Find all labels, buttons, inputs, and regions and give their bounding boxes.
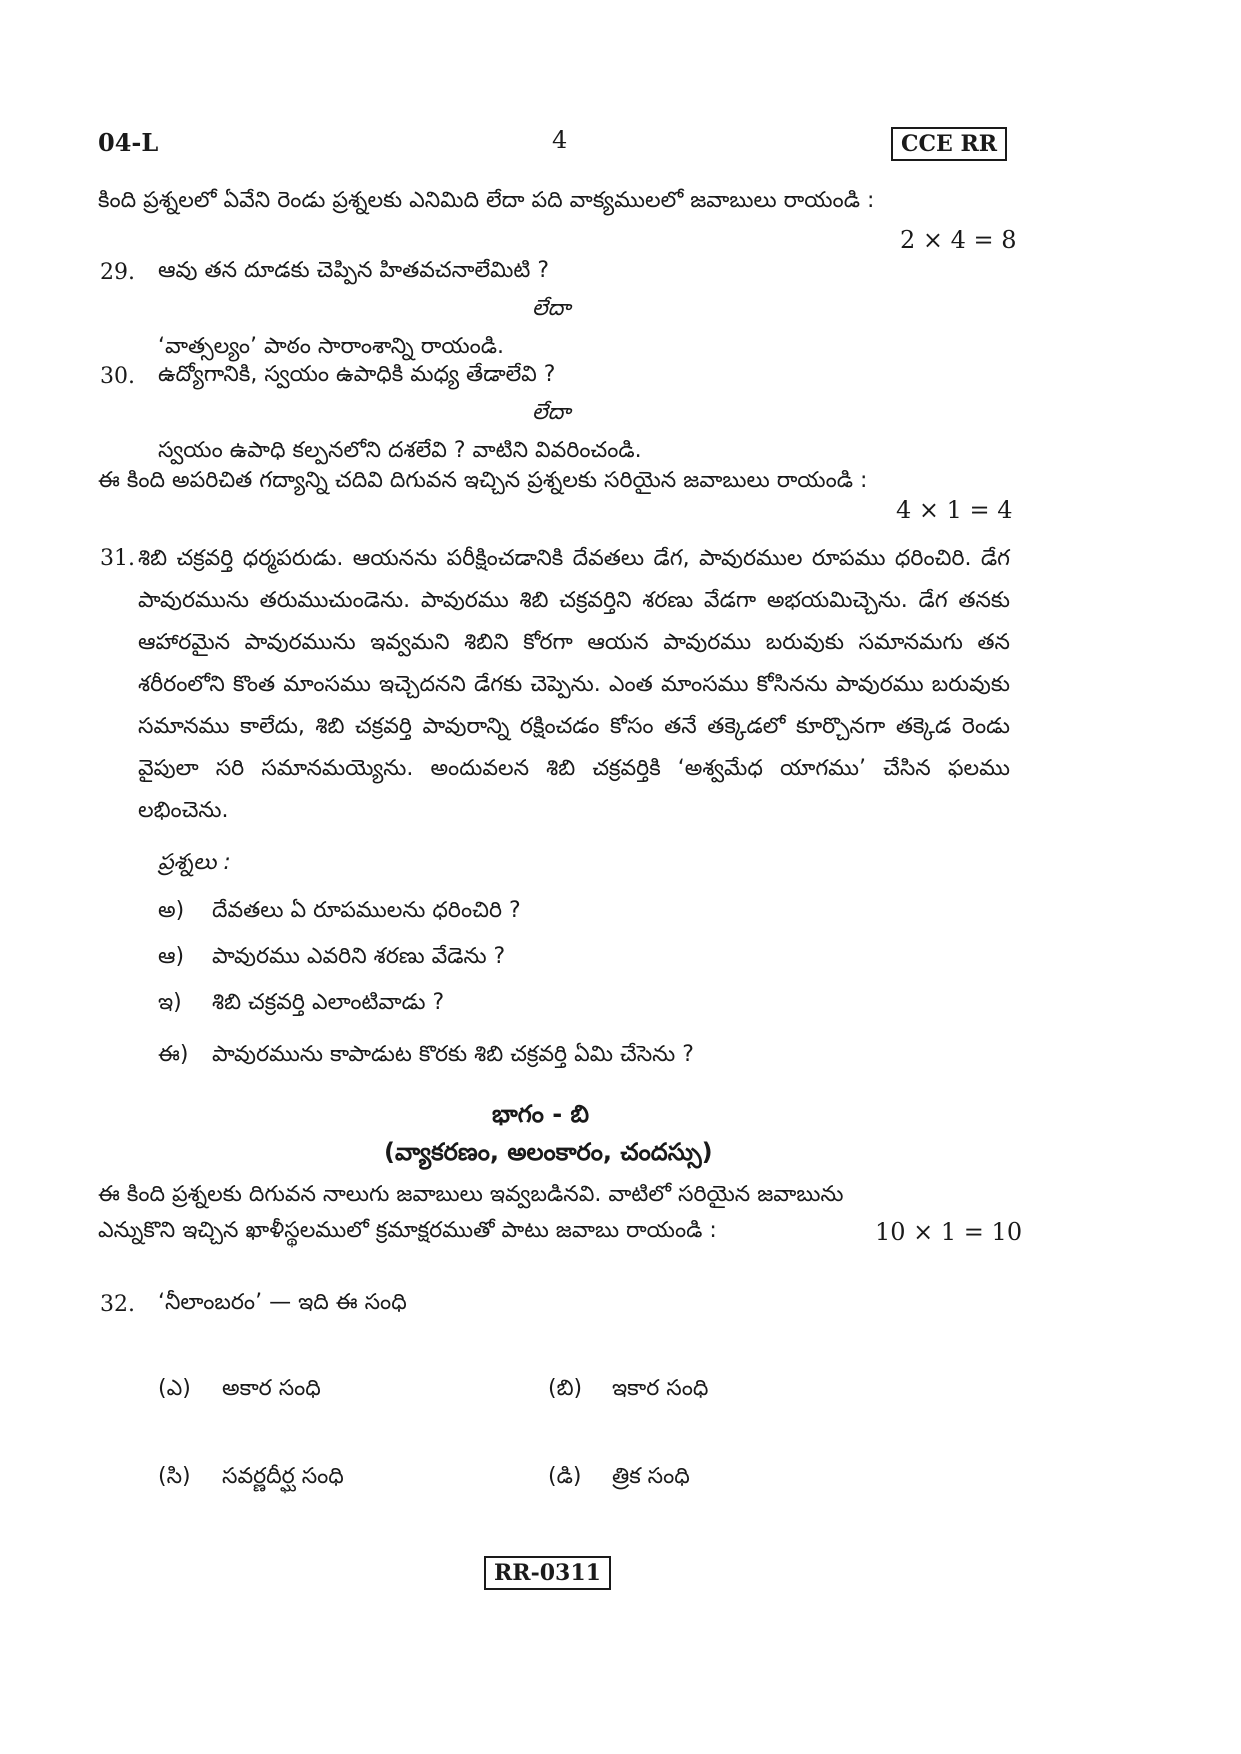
footer-code: RR-0311 bbox=[484, 1556, 611, 1590]
q30-alternative: స్వయం ఉపాధి కల్పనలోని దశలేవి ? వాటిని వివరించండి. bbox=[158, 438, 642, 463]
sub-question-text: పావురము ఎవరిని శరణు వేడెను ? bbox=[212, 944, 506, 969]
part-b-title: భాగం - బి bbox=[492, 1100, 590, 1128]
q30-text: ఉద్యోగానికి, స్వయం ఉపాధికి మధ్య తేడాలేవి ? bbox=[158, 362, 556, 387]
option-c-marker: (సి) bbox=[158, 1464, 191, 1489]
paper-code: 04-L bbox=[98, 128, 159, 157]
option-d-marker: (డి) bbox=[548, 1464, 582, 1489]
option-d-text: త్రిక సంధి bbox=[612, 1464, 690, 1489]
part-b-subtitle: (వ్యాకరణం, అలంకారం, చందస్సు) bbox=[384, 1138, 713, 1166]
comprehension-marks: 4 × 1 = 4 bbox=[896, 496, 1013, 524]
q31-number: 31. bbox=[100, 546, 135, 571]
q29-alternative: ‘వాత్సల్యం’ పాఠం సారాంశాన్ని రాయండి. bbox=[158, 334, 505, 359]
q32-number: 32. bbox=[100, 1292, 135, 1317]
q32-text: ‘నీలాంబరం’ — ఇది ఈ సంధి bbox=[158, 1290, 407, 1315]
sub-question-marker: ఇ) bbox=[158, 990, 182, 1015]
comprehension-instruction: ఈ కింది అపరిచిత గద్యాన్ని చదివి దిగువన ఇచ్చిన ప్రశ్నలకు సరియైన జవాబులు రాయండి : bbox=[98, 468, 868, 493]
questions-label: ప్రశ్నలు : bbox=[158, 850, 231, 875]
option-a-marker: (ఎ) bbox=[158, 1376, 191, 1401]
page-number: 4 bbox=[552, 126, 568, 154]
q30-number: 30. bbox=[100, 364, 135, 389]
sub-question-text: దేవతలు ఏ రూపములను ధరించిరి ? bbox=[212, 898, 521, 923]
option-a-text: అకార సంధి bbox=[222, 1376, 321, 1401]
q30-or: లేదా bbox=[532, 400, 571, 425]
comprehension-passage: శిబి చక్రవర్తి ధర్మపరుడు. ఆయనను పరీక్షించడానికి దేవతలు డేగ, పావురముల రూపము ధరించిరి. డేగ పావురమును తరుముచుండెను. పావురము శిబి చక్రవర్తిని శరణు వేడగా అభయమిచ్చెను. డేగ తనకు ఆహారమైన పావురమును ఇవ్వమని శిబిని కోరగా ఆయన పావురము బరువుకు సమానమగు తన శరీరంలోని కొంత మాంసము ఇచ్చెదనని డేగకు చెప్పెను. ఎంత మాంసము కోసినను పావురము బరువుకు సమానము కాలేదు, శిబి చక్రవర్తి పావురాన్ని రక్షించడం కోసం తనే తక్కెడలో కూర్చొనగా తక్కెడ రెండు వైపులా సరి సమానమయ్యెను. అందువలన శిబి చక్రవర్తికి ‘అశ్వమేధ యాగము’ చేసిన ఫలము లభించెను. bbox=[138, 546, 1010, 823]
q29-text: ఆవు తన దూడకు చెప్పిన హితవచనాలేమిటి ? bbox=[158, 258, 550, 283]
long-answer-marks: 2 × 4 = 8 bbox=[900, 226, 1017, 254]
series-badge: CCE RR bbox=[891, 127, 1007, 161]
sub-question-text: పావురమును కాపాడుట కొరకు శిబి చక్రవర్తి ఏమి చేసెను ? bbox=[212, 1042, 694, 1067]
sub-question-text: శిబి చక్రవర్తి ఎలాంటివాడు ? bbox=[212, 990, 445, 1015]
option-b-text: ఇకార సంధి bbox=[612, 1376, 709, 1401]
option-b-marker: (బి) bbox=[548, 1376, 583, 1401]
part-b-marks: 10 × 1 = 10 bbox=[875, 1218, 1023, 1246]
part-b-instruction-line1: ఈ కింది ప్రశ్నలకు దిగువన నాలుగు జవాబులు ఇవ్వబడినవి. వాటిలో సరియైన జవాబును bbox=[98, 1182, 844, 1207]
sub-question-marker: అ) bbox=[158, 898, 185, 923]
long-answer-instruction: కింది ప్రశ్నలలో ఏవేని రెండు ప్రశ్నలకు ఎనిమిది లేదా పది వాక్యములలో జవాబులు రాయండి : bbox=[98, 188, 875, 213]
option-c-text: సవర్ణదీర్ఘ సంధి bbox=[222, 1464, 344, 1489]
sub-question-marker: ఈ) bbox=[158, 1042, 189, 1067]
sub-question-marker: ఆ) bbox=[158, 944, 185, 969]
q29-number: 29. bbox=[100, 260, 135, 285]
q29-or: లేదా bbox=[532, 296, 571, 321]
part-b-instruction-line2: ఎన్నుకొని ఇచ్చిన ఖాళీస్థలములో క్రమాక్షరముతో పాటు జవాబు రాయండి : bbox=[98, 1218, 717, 1243]
